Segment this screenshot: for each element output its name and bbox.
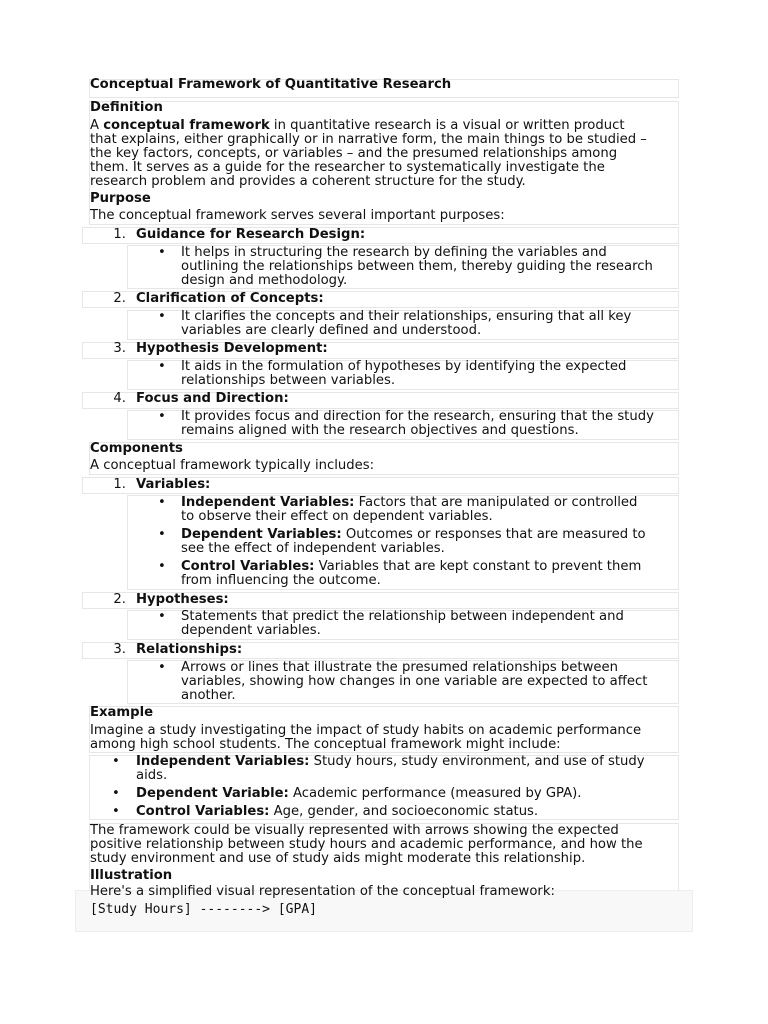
components-item-1-number: 1.: [113, 477, 126, 492]
relationships-line-1: Arrows or lines that illustrate the presumed relationships between: [181, 660, 618, 675]
purpose-item-3-title: Hypothesis Development:: [136, 341, 328, 356]
relationships-line-3: another.: [181, 688, 236, 703]
purpose-item-2-title: Clarification of Concepts:: [136, 291, 324, 306]
illustration-intro: Here's a simplified visual representation of the conceptual framework:: [90, 884, 555, 899]
bullet: [158, 246, 166, 260]
purpose-item-4-title: Focus and Direction:: [136, 391, 289, 406]
purpose-heading: Purpose: [90, 191, 151, 206]
example-outro-line-3: study environment and use of study aids might moderate this relationship.: [90, 851, 586, 866]
bullet: [112, 787, 120, 801]
definition-line-1: A conceptual framework in quantitative research is a visual or written product: [90, 118, 625, 133]
bullet: [158, 560, 166, 574]
definition-heading: Definition: [90, 100, 163, 115]
bullet: [158, 610, 166, 624]
control-variables-line-2: from influencing the outcome.: [181, 573, 381, 588]
purpose-item-3-number: 3.: [113, 341, 126, 356]
purpose-item-4-number: 4.: [113, 391, 126, 406]
example-independent-line-1: Independent Variables: Study hours, study environment, and use of study: [136, 754, 645, 769]
purpose-item-4-line-1: It provides focus and direction for the research, ensuring that the study: [181, 409, 654, 424]
example-control-line: Control Variables: Age, gender, and socioeconomic status.: [136, 804, 539, 819]
bullet: [158, 310, 166, 324]
dependent-variables-line-2: see the effect of independent variables.: [181, 541, 445, 556]
components-intro: A conceptual framework typically includes:: [90, 458, 375, 473]
definition-line-5: research problem and provides a coherent structure for the study.: [90, 174, 526, 189]
components-item-3-number: 3.: [113, 642, 126, 657]
components-item-3-title: Relationships:: [136, 642, 243, 657]
definition-line-3: the key factors, concepts, or variables – and the presumed relationships among: [90, 146, 618, 161]
independent-variables-line-2: to observe their effect on dependent variables.: [181, 509, 493, 524]
example-intro-line-1: Imagine a study investigating the impact of study habits on academic performance: [90, 723, 642, 738]
dependent-variables-line-1: Dependent Variables: Outcomes or responses that are measured to: [181, 527, 646, 542]
components-item-2-title: Hypotheses:: [136, 592, 229, 607]
purpose-item-2-line-1: It clarifies the concepts and their relationships, ensuring that all key: [181, 309, 632, 324]
purpose-item-1-title: Guidance for Research Design:: [136, 227, 366, 242]
relationships-line-2: variables, showing how changes in one variable are expected to affect: [181, 674, 648, 689]
components-item-1-title: Variables:: [136, 477, 211, 492]
independent-variables-line-1: Independent Variables: Factors that are manipulated or controlled: [181, 495, 638, 510]
example-independent-line-2: aids.: [136, 768, 168, 783]
control-variables-line-1: Control Variables: Variables that are kept constant to prevent them: [181, 559, 642, 574]
purpose-item-1-line-3: design and methodology.: [181, 273, 348, 288]
purpose-item-2-line-2: variables are clearly defined and understood.: [181, 323, 482, 338]
definition-line-2: that explains, either graphically or in narrative form, the main things to be studied –: [90, 132, 647, 147]
bullet: [158, 410, 166, 424]
bullet: [158, 528, 166, 542]
example-dependent-line: Dependent Variable: Academic performance (measured by GPA).: [136, 786, 582, 801]
purpose-item-1-line-2: outlining the relationships between them, thereby guiding the research: [181, 259, 653, 274]
hypotheses-line-2: dependent variables.: [181, 623, 321, 638]
purpose-item-1-line-1: It helps in structuring the research by defining the variables and: [181, 245, 607, 260]
purpose-item-1-number: 1.: [113, 227, 126, 242]
bullet: [158, 661, 166, 675]
bullet: [158, 496, 166, 510]
example-outro-line-1: The framework could be visually represented with arrows showing the expected: [90, 823, 619, 838]
components-heading: Components: [90, 441, 183, 456]
components-item-2-number: 2.: [113, 592, 126, 607]
example-outro-line-2: positive relationship between study hours and academic performance, and how the: [90, 837, 643, 852]
purpose-item-4-line-2: remains aligned with the research objectives and questions.: [181, 423, 579, 438]
conceptual-framework-term: conceptual framework: [103, 118, 270, 133]
bullet: [112, 755, 120, 769]
code-block-text: [Study Hours] --------> [GPA]: [90, 902, 317, 917]
bullet: [158, 360, 166, 374]
example-heading: Example: [90, 705, 154, 720]
hypotheses-line-1: Statements that predict the relationship between independent and: [181, 609, 624, 624]
purpose-intro: The conceptual framework serves several important purposes:: [90, 208, 505, 223]
purpose-item-3-line-1: It aids in the formulation of hypotheses by identifying the expected: [181, 359, 627, 374]
example-intro-line-2: among high school students. The conceptual framework might include:: [90, 737, 561, 752]
purpose-item-2-number: 2.: [113, 291, 126, 306]
document-title: Conceptual Framework of Quantitative Research: [90, 77, 452, 92]
illustration-heading: Illustration: [90, 868, 173, 883]
purpose-item-3-line-2: relationships between variables.: [181, 373, 396, 388]
bullet: [112, 805, 120, 819]
definition-line-4: them. It serves as a guide for the researcher to systematically investigate the: [90, 160, 605, 175]
